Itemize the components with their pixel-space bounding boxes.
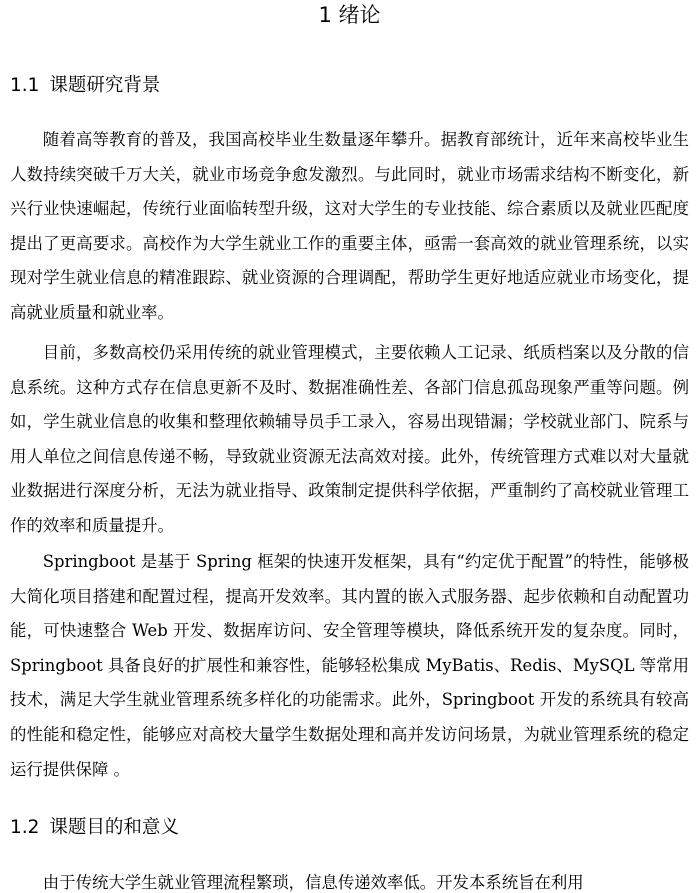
section-number: 1.2 <box>10 817 40 838</box>
section-number: 1.1 <box>10 75 40 96</box>
paragraph-current-status: 目前，多数高校仍采用传统的就业管理模式，主要依赖人工记录、纸质档案以及分散的信息系统。这种方式存在信息更新不及时、数据准确性差、各部门信息孤岛现象严重等问题。例如，学生就业信息的收集和整理依赖辅导员手工录入，容易出现错漏；学校就业部门、院系与用人单位之间信息传递不畅，导致就业资源无法高效对接。此外，传统管理方式难以对大量就业数据进行深度分析，无法为就业指导、政策制定提供科学依据，严重制约了高校就业管理工作的效率和质量提升。 <box>10 343 689 535</box>
section-heading-1-1 <box>10 74 160 98</box>
paragraph-purpose: 由于传统大学生就业管理流程繁琐，信息传递效率低。开发本系统旨在利用 <box>42 873 584 892</box>
paragraph-springboot: Springboot 是基于 Spring 框架的快速开发框架，具有“约定优于配置”的特性，能够极大简化项目搭建和配置过程，提高开发效率。其内置的嵌入式服务器、起步依赖和自动配置功能，可快速整合 Web 开发、数据库访问、安全管理等模块，降低系统开发的复杂度。同时，Springboot 具备良好的扩展性和兼容性，能够轻松集成 MyBatis、Redis、MySQL 等常用技术，满足大学生就业管理系统多样化的功能需求。此外，Springboot 开发的系统具有较高的性能和稳定性，能够应对高校大量学生数据处理和高并发访问场景，为就业管理系统的稳定运行提供保障 。 <box>10 552 689 779</box>
chapter-title: 1 绪论 <box>318 3 381 27</box>
section-heading-1-2 <box>10 816 179 840</box>
paragraph-background: 随着高等教育的普及，我国高校毕业生数量逐年攀升。据教育部统计，近年来高校毕业生人数持续突破千万大关，就业市场竞争愈发激烈。与此同时，就业市场需求结构不断变化，新兴行业快速崛起，传统行业面临转型升级，这对大学生的专业技能、综合素质以及就业匹配度提出了更高要求。高校作为大学生就业工作的重要主体，亟需一套高效的就业管理系统，以实现对学生就业信息的精准跟踪、就业资源的合理调配，帮助学生更好地适应就业市场变化，提高就业质量和就业率。 <box>10 130 689 322</box>
section-title-text: 课题目的和意义 <box>49 817 179 838</box>
section-title-text: 课题研究背景 <box>49 75 161 96</box>
